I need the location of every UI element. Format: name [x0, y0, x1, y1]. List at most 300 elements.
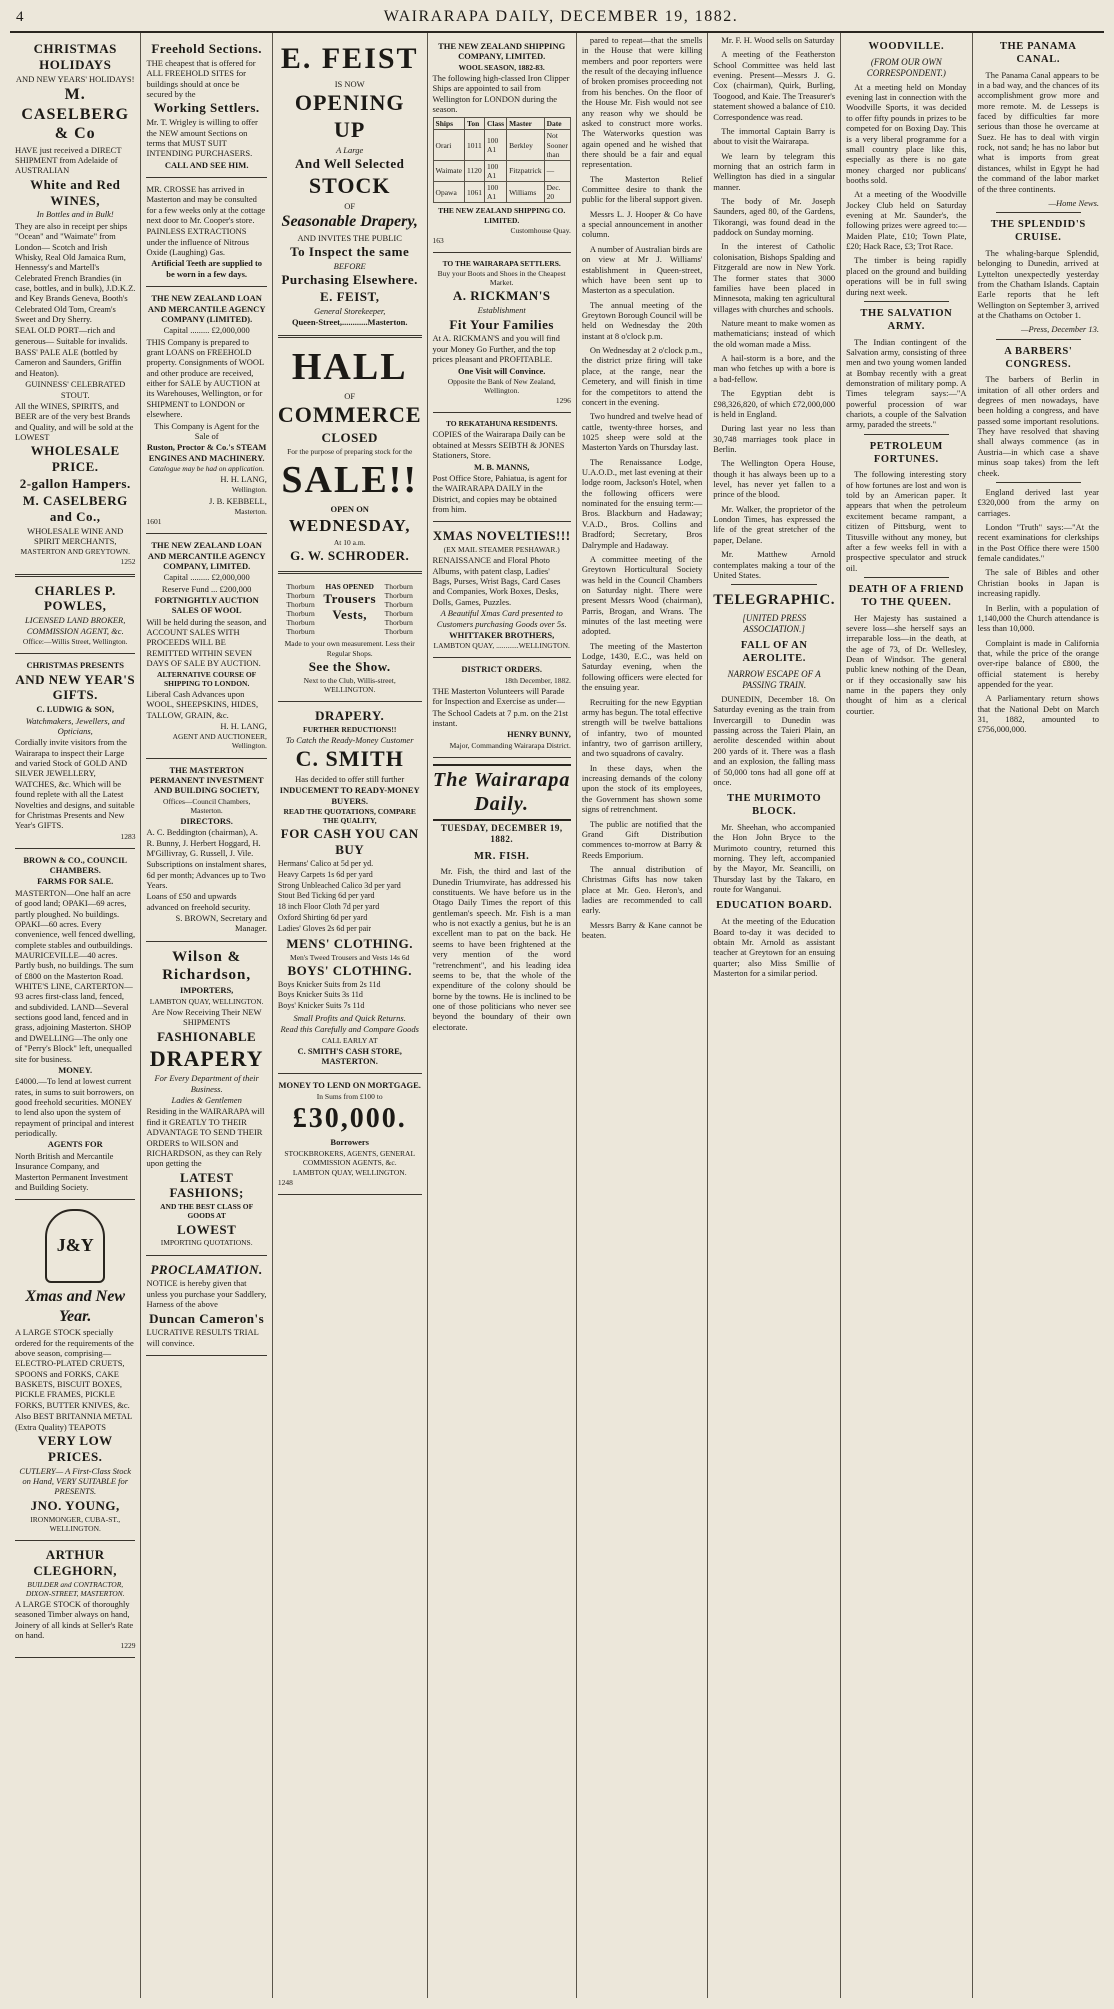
- feist-sig: E. FEIST,: [319, 288, 380, 304]
- newyear-text2: Also BEST BRITANNIA METAL (Extra Quality) TEAPOTS: [15, 1411, 132, 1432]
- ad-kekatahuna: [433, 413, 571, 522]
- news-paragraph: The timber is being rapidly placed on the ground and building operations will be in full swing during next week.: [846, 255, 967, 297]
- news-paragraph: In the interest of Catholic colonisation, Bishops Spalding and Fitzgerald are now in New York. The former states that 3000 families have been placed in Minnesota, making ten agricultural villages with churches and schools.: [713, 241, 836, 314]
- powles-sub: LICENSED LAND BROKER, COMMISSION AGENT, &c.: [25, 615, 126, 636]
- closed: CLOSED: [321, 430, 378, 446]
- ad-rickman: [433, 253, 571, 413]
- editorial-dateline: TUESDAY, DECEMBER 19, 1882.: [440, 822, 563, 844]
- directors-text: A. C. Beddington (chairman), A. R. Bunny, J. Herbert Hoggard, H. M'Gillivray, G. Russell, J. Vile.: [146, 827, 261, 858]
- news-paragraph: The whaling-barque Splendid, belonging to Dunedin, arrived at Lyttelton unexpectedly yesterday from the Chatham Islands. Captain Earle reports that he left Wellington on September 3, arrived at the Chathams on October 1.: [977, 247, 1099, 321]
- news-paragraph: A hail-storm is a bore, and the man who fetches up with a bore is a bad-fellow.: [713, 353, 836, 384]
- news-body: [582, 35, 702, 940]
- at-time: At 10 a.m.: [333, 537, 366, 547]
- news-paragraph: Recruiting for the new Egyptian army has begun. The total effective strength will be twelve battalions of infantry, two of mounted infantry, two of garrison artillery, and two squadrons of cavalry.: [581, 696, 703, 759]
- news-paragraph: The sale of Bibles and other Christian books in Japan is increasing rapidly.: [977, 567, 1099, 599]
- inspect: To Inspect the same: [290, 243, 410, 259]
- convince: One Visit will Convince.: [458, 365, 546, 376]
- thorburn-left: [278, 582, 324, 637]
- lang2: H. H. LANG,: [220, 720, 267, 731]
- shipment-alt: ALTERNATIVE COURSE OF SHIPPING TO LONDON.: [157, 669, 257, 688]
- of2: OF: [344, 390, 356, 401]
- murimoto-body: [713, 822, 835, 895]
- news-paragraph: Mr. F. H. Wood sells on Saturday: [721, 35, 835, 45]
- ad-number: 1252: [120, 557, 136, 567]
- thorburn-word: Thorburn: [286, 581, 315, 591]
- aerolite-heading: FALL OF AN AEROLITE.: [740, 640, 808, 665]
- petroleum-heading: PETROLEUM FORTUNES.: [869, 440, 943, 465]
- ad-number: 163: [432, 235, 444, 245]
- table-row: [433, 130, 570, 160]
- sig-bunny-role: Major, Commanding Wairarapa District.: [449, 740, 571, 750]
- district-text: The School Cadets at 7 p.m. on the 21st instant.: [432, 707, 569, 728]
- ad-number: 1248: [277, 1177, 293, 1187]
- woodville-heading: WOODVILLE.: [868, 41, 945, 52]
- news-paragraph: Mr. Sheehan, who accompanied the Hon John Bryce to the Murimoto country, returned this morning. They left, accompanied by the Mayor, Mr. Seancilli, on Thursday last by the Takaro, en route for Wanganui.: [713, 821, 836, 894]
- whittaker: WHITTAKER BROTHERS,: [449, 629, 555, 640]
- caselberg-place: MASTERTON AND GREYTOWN.: [20, 547, 130, 557]
- table-cell: Orari: [433, 130, 464, 160]
- thorburn-trousers: Trousers: [323, 590, 377, 606]
- stock: STOCK: [308, 172, 391, 198]
- wilson-place: LAMBTON QUAY, WELLINGTON.: [149, 996, 264, 1006]
- cash-item: Stout Bed Ticking 6d per yard: [277, 891, 375, 901]
- merchant-name: M. CASELBERG & Co: [21, 86, 130, 143]
- kebbell-role: Masterton.: [234, 506, 267, 516]
- news-paragraph: The Indian contingent of the Salvation army, consisting of three men and two young women landed at Bombay recently with a great demonstration of military pomp. A Times telegram says:—"A powerful procession of war chariots, a couple of the Salvation army, paraded the streets.": [846, 336, 967, 430]
- ad-dentist: [146, 178, 266, 287]
- table-cell: Berkley: [507, 130, 545, 160]
- thorburn-word: Thorburn: [384, 608, 413, 618]
- mens-text: Men's Tweed Trousers and Vests 14s 6d: [290, 952, 410, 962]
- fashionable: FASHIONABLE: [157, 1028, 257, 1044]
- liberal: Liberal Cash Advances upon WOOL, SHEEPSKINS, HIDES, TALLOW, GRAIN, &c.: [146, 688, 259, 720]
- sig-bunny: HENRY BUNNY,: [507, 729, 571, 740]
- spirits: All the WINES, SPIRITS, and BEER are of the very best Brands and Quality, and will be sold at the LOWEST: [15, 400, 134, 442]
- wilson-shipments: Are Now Receiving Their NEW SHIPMENTS: [151, 1006, 262, 1028]
- boys-item: Boys Knicker Suits from 2s 11d: [277, 979, 381, 989]
- news-paragraph: The Panama Canal appears to be in a bad way, and the chances of its accomplishment grow more and more remote. M. de Lesseps is faced by difficulties far more serious than those he overcame at Suez. He has to deal with virgin rock, not sand; he has no labor but what is imports from great distances, whilst in Egypt he had the command of the labor market of the three continents.: [977, 69, 1099, 194]
- thorburn-center: [323, 582, 376, 637]
- small-profits: Small Profits and Quick Returns.: [293, 1012, 406, 1023]
- money-lend: MONEY TO LEND ON MORTGAGE.: [278, 1080, 421, 1091]
- ad-nz-loan-1: [146, 287, 266, 534]
- thorburn-word: Thorburn: [286, 599, 315, 609]
- shipping-place: Customhouse Quay.: [510, 225, 571, 235]
- divider: [731, 584, 817, 585]
- large: A Large: [336, 144, 364, 155]
- cutlery: CUTLERY— A First-Class Stock on Hand, VERY SUITABLE for PRESENTS.: [19, 1465, 132, 1497]
- arthur-name: ARTHUR CLEGHORN,: [33, 1546, 118, 1578]
- wilson-sub: IMPORTERS,: [180, 985, 234, 996]
- lang-role: Wellington.: [231, 485, 267, 495]
- column-8: [973, 33, 1104, 1998]
- seasonable: Seasonable Drapery,: [281, 213, 418, 231]
- ad-thorburn: [278, 574, 422, 702]
- every-dept: For Every Department of their Business.: [154, 1073, 259, 1094]
- cash-store: C. SMITH'S CASH STORE, MASTERTON.: [297, 1045, 402, 1067]
- thorburn-word: Thorburn: [384, 599, 413, 609]
- rickman-address: Opposite the Bank of New Zealand, Wellington.: [447, 376, 556, 396]
- news-paragraph: A Parliamentary return shows that the National Debt on March 31, 1882, amounted to £756,000,000.: [977, 693, 1099, 735]
- ad-subtitle: AND NEW YEARS' HOLIDAYS!: [15, 73, 135, 84]
- shipping-text: The following high-classed Iron Clipper Ships are appointed to sail from Wellington for LONDON during the season.: [432, 72, 570, 114]
- death-body: [846, 613, 966, 717]
- table-cell: 1120: [465, 160, 485, 181]
- news-paragraph: The annual meeting of the Greytown Borough Council will be held on Wednesday the 20th instant at 8 o'clock p.m.: [581, 299, 703, 341]
- thorburn-word: Thorburn: [384, 581, 413, 591]
- farms-title: FARMS FOR SALE.: [37, 876, 114, 887]
- news-paragraph: Messrs Barry & Kane cannot be beaten.: [581, 919, 703, 941]
- news-paragraph: Complaint is made in California that, while the price of the orange over-ripe balance of £800, the official statement is hereby appended for the year.: [977, 637, 1099, 690]
- table-cell: 1011: [465, 130, 485, 160]
- permanent-office: Offices—Council Chambers, Masterton.: [162, 796, 251, 815]
- brown-title: BROWN & CO., COUNCIL CHAMBERS.: [23, 854, 128, 876]
- aerolite-body: [713, 694, 835, 787]
- ad-young-ironmonger: [15, 1200, 135, 1541]
- column-3: [273, 33, 428, 1998]
- column-5: [577, 33, 708, 1998]
- borrowers: Borrowers: [330, 1137, 369, 1148]
- table-row: [433, 160, 570, 181]
- lang2-role: AGENT AND AUCTIONEER, Wellington.: [172, 732, 267, 751]
- divider: [864, 301, 948, 302]
- table-cell: 100 A1: [485, 160, 507, 181]
- editorial-masthead: The Wairarapa Daily.: [433, 764, 571, 821]
- farms-text: MASTERTON—One half an acre of good land; OPAKI—69 acres, partly ploughed. No buildings. OPAKI—60 acres. Every convenience, well fenced dwelling, complete stables and outbuildings. MAURICEVILLE—40 acres. Partly bush, no buildings. The sum of £800 on the Masterton Road. WHITE'S LINE, CARTERTON—93 acres first-class land, fenced, and subdivided. LAND—Several sections good land, fenced and in grass, adjoining Masterton. SHOP and DWELLING—The only one of "Perry's Block" left, unequalled site for business.: [15, 887, 136, 1064]
- table-header: Ships: [433, 118, 464, 130]
- thorburn-right: [376, 582, 422, 637]
- ad-xmas-novelties: [433, 522, 571, 658]
- barbers-body: [978, 374, 1099, 478]
- nz-loan2-title: THE NEW ZEALAND LOAN AND MERCANTILE AGENCY COMPANY, LIMITED.: [147, 540, 266, 571]
- wrigley-text: Mr. T. Wrigley is willing to offer the NEW amount Sections on terms that MUST SUIT INTENDING PURCHASERS.: [146, 117, 258, 159]
- importing: IMPORTING QUOTATIONS.: [160, 1238, 253, 1248]
- news-paragraph: Her Majesty has sustained a severe loss—she herself says an irreparable loss—in the death, at the age of 73, of Dr. Wellesley, Dean of Windsor. The general public knew nothing of the Dean, or if they occasionally saw his name in the papers they only thought of him as a clerical courtier.: [846, 612, 967, 716]
- wednesday: WEDNESDAY,: [288, 515, 411, 535]
- money-title: MONEY.: [58, 1064, 93, 1075]
- news-paragraph: Mr. Walker, the proprietor of the London Times, has expressed the life of the great stretcher of the paper, Delane.: [713, 503, 836, 545]
- wines-text: They are also in receipt per ships "Ocean" and "Waimate" from London— Scotch and Irish Whisky, Real Old Jamaica Rum, Hennessy's and Martell's Celebrated French Brandies (in case, bottles, and in bulk), J.D.K.Z. and Key Brands Geneva, Booth's Celebrated Old Tom, Cream's Sweet and Dry Sherry.: [15, 220, 136, 325]
- reserve: Reserve Fund ... £200,000: [161, 583, 252, 594]
- manns-text: Post Office Store, Pahiatua, is agent for the WAIRARAPA DAILY in the District, and copies may be obtained from him.: [432, 472, 567, 514]
- call-early: CALL EARLY AT: [321, 1035, 378, 1045]
- table-cell: 100 A1: [485, 130, 507, 160]
- thorburn-word: Thorburn: [384, 627, 413, 637]
- thorburn-word: Thorburn: [286, 608, 315, 618]
- article-heading: MR. FISH.: [474, 850, 530, 862]
- thorburn-vests: Vests,: [332, 606, 368, 622]
- salvation-body: [846, 337, 966, 430]
- column-1: [10, 33, 141, 1998]
- ruston: Ruston, Proctor & Co.'s STEAM ENGINES AND MACHINERY.: [146, 442, 267, 463]
- thorburn-address: Next to the Club, Willis-street, WELLINGTON.: [303, 675, 396, 694]
- fortnightly: FORTNIGHTLY AUCTION SALES OF WOOL: [154, 595, 259, 616]
- newyear-text: A LARGE STOCK specially ordered for the requirements of the above season, comprising— ELECTRO-PLATED CRUETS, SPOONS and FORKS, CAKE BASKETS, BISCUIT BOXES, PICKLE FRAMES, PICKLE FORKS, BUTTER KNIVES, &c.: [15, 1327, 134, 1410]
- cash-item: Hermans' Calico at 5d per yd.: [277, 859, 374, 869]
- table-header: Ton: [465, 118, 485, 130]
- telegraphic-sub: [UNITED PRESS ASSOCIATION.]: [742, 612, 807, 634]
- commerce: COMMERCE: [277, 402, 422, 428]
- ad-hall-of-commerce: [278, 338, 422, 574]
- latest: LATEST FASHIONS;: [169, 1169, 244, 1201]
- woodville-subheading: (FROM OUR OWN CORRESPONDENT.): [866, 56, 946, 78]
- ad-csmith: [278, 702, 422, 1075]
- education-body: [713, 916, 835, 978]
- thorburn-word: Thorburn: [286, 618, 315, 628]
- novelties-text: RENAISSANCE and Floral Photo Albums, with patent clasp, Ladies' Bags, Purses, Wrist Bags, Card Cases and Companies, Work Boxes, Desks, Dolls, Games, Puzzles.: [432, 555, 561, 607]
- wholesale: WHOLESALE PRICE.: [30, 443, 120, 475]
- ludwig-trade: Watchmakers, Jewellers, and Opticians,: [25, 715, 125, 736]
- news-paragraph: The Egyptian debt is £98,326,820, of which £72,000,000 is held in England.: [713, 388, 836, 419]
- news-paragraph: A number of Australian birds are on view at Mr J. Williams' establishment in Queen-street, which have been sent up to Masterton as a speculation.: [581, 243, 703, 296]
- compare: READ THE QUOTATIONS, COMPARE THE QUALITY,: [283, 807, 416, 826]
- caselberg-footer2: WHOLESALE WINE AND SPIRIT MERCHANTS,: [27, 525, 124, 546]
- petroleum-body: [846, 469, 966, 573]
- divider: [996, 212, 1081, 213]
- shipping-title: THE NEW ZEALAND SHIPPING COMPANY, LIMITED.: [438, 41, 566, 62]
- news-paragraph: The annual distribution of Christmas Gifts has now taken place at Mr. Geo. Heron's, and ladies are recommended to call early.: [581, 863, 703, 916]
- panama-body: [978, 70, 1099, 209]
- divider: [864, 434, 948, 435]
- ludwig-name: C. LUDWIG & SON,: [36, 704, 115, 715]
- ship-table: [433, 117, 571, 203]
- ludwig-text: Cordially invite visitors from the Wairarapa to inspect their Large and varied Stock of GOLD AND SILVER JEWELLERY, WATCHES, &c. Which will be found replete with all the Latest Novelties and designs, and suitable for Christmas Presents and New Year's GIFTS.: [15, 737, 135, 831]
- novelties: XMAS NOVELTIES!!!: [432, 528, 571, 544]
- trademark-logo: J&Y: [45, 1209, 105, 1283]
- thorburn-opened: HAS OPENED: [325, 581, 374, 591]
- news-paragraph: In Berlin, with a population of 1,140,000 the Church attendance is less than 10,000.: [977, 602, 1099, 634]
- page-number: 4: [16, 9, 24, 25]
- ladies-text: Residing in the WAIRARAPA will find it GREATLY TO THEIR ADVANTAGE TO SEND THEIR ORDERS to WILSON and RICHARDSON, as they can Rely upon getting the: [146, 1106, 265, 1169]
- well-selected: And Well Selected: [295, 155, 405, 171]
- ad-brown-farms: [15, 849, 135, 1201]
- table-header-row: [433, 118, 570, 130]
- cash: FOR CASH YOU CAN BUY: [280, 826, 419, 858]
- wool-season: WOOL SEASON, 1882-83.: [458, 62, 545, 72]
- news-paragraph: Messrs L. J. Hooper & Co have a special announcement in another column.: [581, 208, 703, 240]
- panama-heading: THE PANAMA CANAL.: [999, 41, 1077, 65]
- proclamation: PROCLAMATION.: [150, 1261, 263, 1277]
- cash-item: Ladies' Gloves 2s 6d per pair: [277, 923, 372, 933]
- artificial: Artificial Teeth are supplied to be worn in a few days.: [151, 258, 263, 279]
- money-place: LAMBTON QUAY, WELLINGTON.: [292, 1167, 407, 1177]
- settlers-title: TO THE WAIRARAPA SETTLERS.: [442, 258, 561, 268]
- decided: Has decided to offer still further: [295, 774, 405, 784]
- invites: AND INVITES THE PUBLIC: [297, 232, 402, 243]
- copies: COPIES of the Wairarapa Daily can be obtained at Messrs SEIBTH & JONES Stationers, Store.: [432, 429, 566, 461]
- csmith: C. SMITH: [295, 746, 404, 772]
- feist-name: E. FEIST: [280, 42, 419, 75]
- article-body: [433, 866, 571, 1032]
- see-show: See the Show.: [308, 658, 391, 674]
- wines-sub: In Bottles and in Bulk!: [36, 209, 114, 220]
- news-paragraph: Mr. Matthew Arnold contemplates making a tour of the United States.: [713, 549, 836, 580]
- columns: [10, 33, 1104, 1998]
- district-date: 18th December, 1882.: [504, 675, 571, 685]
- splendid-heading: THE SPLENDID'S CRUISE.: [990, 219, 1086, 244]
- kebbell: J. B. KEBBELL,: [209, 495, 267, 506]
- lang: H. H. LANG,: [220, 474, 267, 485]
- cash-item: Heavy Carpets 1s 6d per yard: [277, 869, 373, 879]
- of: OF: [344, 200, 356, 211]
- lowest: LOWEST: [176, 1221, 237, 1237]
- drapery: DRAPERY: [149, 1045, 264, 1071]
- column-4: [428, 33, 577, 1998]
- fortunes: Fit Your Families: [449, 316, 554, 332]
- guinness: GUINNESS' CELEBRATED STOUT.: [25, 379, 126, 400]
- presents-title: CHRISTMAS PRESENTS: [26, 660, 124, 671]
- schroder: G. W. SCHRODER.: [290, 547, 410, 563]
- read-this: Read this Carefully and Compare Goods: [280, 1024, 419, 1035]
- news-paragraph: The Wellington Opera House, though it has always been up to a level, has never yet fallen to a prince of the blood.: [713, 458, 836, 500]
- boys-item: Boys Knicker Suits 3s 11d: [277, 990, 363, 1000]
- powles-office: Office:—Willis Street, Wellington.: [22, 637, 128, 647]
- news-paragraph: A committee meeting of the Greytown Horticultural Society was held in the Council Chambers on Saturday night. There were present Messrs Wood (chairman), Parris, Brogan, and Wrans. The minutes of the last meeting were adopted.: [581, 553, 703, 637]
- best-class: AND THE BEST CLASS OF GOODS AT: [160, 1202, 254, 1221]
- table-cell: Williams: [507, 182, 545, 203]
- fortunes-text: At A. RICKMAN'S and you will find your Money Go Further, and the top prices pleasant and PROFITABLE.: [432, 333, 560, 365]
- novelties-sub: (EX MAIL STEAMER PESHAWAR.): [443, 545, 560, 555]
- manns: M. B. MANNS,: [473, 461, 530, 472]
- catalogue: Catalogue may be had on application.: [149, 463, 265, 473]
- cash-item: 18 inch Floor Cloth 7d per yard: [277, 902, 380, 912]
- district: DISTRICT ORDERS.: [461, 664, 542, 675]
- ad-feist: [278, 35, 422, 338]
- directors: DIRECTORS.: [180, 815, 233, 826]
- shipping-sig: THE NEW ZEALAND SHIPPING CO. LIMITED.: [438, 206, 566, 225]
- kekatahuna: TO REKATAHUNA RESIDENTS.: [445, 419, 558, 429]
- thorburn-word: Thorburn: [286, 627, 315, 637]
- column-7: [841, 33, 972, 1998]
- news-paragraph: The body of Mr. Joseph Saunders, aged 80, of the Gardens, Tikorangi, was found dead in the paddock on Sunday morning.: [713, 196, 836, 238]
- news-paragraph: The public are notified that the Grand Gift Distribution commences to-morrow at Barry & Reeds Emporium.: [581, 818, 703, 860]
- mens: MENS' CLOTHING.: [286, 935, 414, 951]
- table-cell: 1061: [465, 182, 485, 203]
- ladies: Ladies & Gentlemen: [171, 1095, 242, 1106]
- salvation-heading: THE SALVATION ARMY.: [860, 307, 953, 332]
- thorburn-word: Thorburn: [384, 590, 413, 600]
- young-sub: IRONMONGER, CUBA-ST., WELLINGTON.: [30, 1514, 121, 1533]
- table-cell: Waimate: [433, 160, 464, 181]
- open-on: OPEN ON: [330, 504, 369, 515]
- mcrosse-text: MR. CROSSE has arrived in Masterton and may be consulted for a few weeks only at the cottage next door to Mr. Cooper's store.: [146, 183, 266, 226]
- newspaper-title-date: WAIRARAPA DAILY, DECEMBER 19, 1882.: [383, 8, 739, 25]
- wilson-title: Wilson & Richardson,: [162, 948, 252, 984]
- news-paragraph: At a meeting of the Woodville Jockey Club held on Saturday evening at Mr. Saunder's, the following prizes were agreed to:—Maiden Plate, £10; Town Plate, £20; Hack Race, £3; Trot Race.: [846, 189, 967, 252]
- table-cell: 100 A1: [485, 182, 507, 203]
- table-cell: Fitzpatrick: [507, 160, 545, 181]
- call-text: CALL AND SEE HIM.: [164, 159, 249, 170]
- cash-item: Strong Unbleached Calico 3d per yard: [277, 880, 401, 890]
- news-paragraph: In these days, when the increasing demands of the colony upon the stock of its employees, the Government has shown some signs of retrenchment.: [581, 762, 703, 815]
- ad-christmas-presents: [15, 654, 135, 849]
- hall: HALL: [291, 345, 408, 388]
- boys-items: [278, 980, 422, 1012]
- before: BEFORE: [333, 260, 366, 271]
- news-paragraph: At a meeting held on Monday evening last in connection with the Woodville Sports, it was decided to offer fifty pounds in prizes to be competed for on Boxing Day. This is a very liberal programme for a small country place like this, especially as there is no gate money charged nor publicans' booths sold.: [846, 81, 967, 185]
- reductions: FURTHER REDUCTIONS!!: [303, 724, 397, 734]
- ad-district-orders: [433, 658, 571, 757]
- ad-powles: [15, 577, 135, 655]
- barbers-heading: A BARBERS' CONGRESS.: [1004, 345, 1073, 370]
- queen-st: Queen-Street,............Masterton.: [291, 317, 408, 328]
- news-paragraph: Nature meant to make women as mathematicians; instead of which the old woman made a Miss.: [713, 317, 836, 349]
- news-paragraph: At the meeting of the Education Board to-day it was decided to obtain Mr. Arnold as assistant teacher at Greytown for an ensuing quarter; also Miss Smillie of Masterton for a similar period.: [713, 916, 836, 978]
- arthur-sub: BUILDER and CONTRACTOR, DIXON-STREET, MASTERTON.: [25, 1579, 125, 1598]
- wines-heading: White and Red WINES,: [30, 176, 121, 208]
- page-masthead: [10, 8, 1104, 33]
- trial: LUCRATIVE RESULTS TRIAL will convince.: [146, 1327, 259, 1348]
- agents-title: AGENTS FOR: [47, 1139, 103, 1150]
- column-6: [708, 33, 841, 1998]
- telegraphic-title: TELEGRAPHIC.: [713, 592, 836, 609]
- cash-item: Oxford Shirting 6d per yard: [277, 913, 368, 923]
- storekeeper: General Storekeeper,: [313, 305, 386, 316]
- cameron-text: NOTICE is hereby given that unless you purchase your Saddlery, Harness of the above: [146, 1278, 267, 1310]
- splendid-sig: —Press, December 13.: [1020, 324, 1099, 335]
- freehold-title: Freehold Sections.: [151, 41, 262, 56]
- nz-loan-text: THIS Company is prepared to grant LOANS on FREEHOLD property. Consignments of WOOL and other produce are received, either for SALE by AUCTION at its Warehouses, Wellington, or for SHIPMENT to LONDON or elsewhere.: [146, 336, 264, 420]
- panama-sig: —Home News.: [1048, 197, 1099, 208]
- ad-proclamation: [146, 1256, 266, 1357]
- loans: Loans of £50 and upwards advanced on freehold security.: [146, 891, 251, 912]
- news-paragraph: DUNEDIN, December 18. On Saturday evening as the train from Invercargill to Dunedin was passing across the Taieri Plain, an aerolite descended within about 200 yards of it. There was a flash and an explosion, the falling mass of 50,000 tons had all gone off at once.: [713, 694, 836, 787]
- thorburn-word: Thorburn: [286, 590, 315, 600]
- article-paragraph: Mr. Fish, the third and last of the Dunedin Triumvirate, has addressed his constituents. We have before us in the Otago Daily Times the report of this gentleman's speech. Mr. Fish is a man who is not exactly a genius, but he is an excellent man to pat on the back. He seems to have been frightened at the very mention of the word "retrenchment", and his leading idea seems to be, that the whole of the expenditure of the colony should be borne by the towns. He is inclined to be one of those politicians who never see beyond the boundary of their own electorate.: [432, 866, 571, 1032]
- hampers: 2-gallon Hampers.: [19, 476, 131, 492]
- ad-cleghorn: [15, 1541, 135, 1659]
- presents-sub: AND NEW YEAR'S GIFTS.: [15, 671, 136, 703]
- subscriptions: Subscriptions on instalment shares, 6d per month; Advances up to Two Years.: [146, 859, 267, 891]
- education-heading: EDUCATION BOARD.: [716, 900, 833, 912]
- caselberg-footer: M. CASELBERG and Co.,: [22, 492, 128, 524]
- news-paragraph: On Wednesday at 2 o'clock p.m., the district prize firing will take place, at the range, near the Cemetery, and will finish in time for the competitors to attend the concert in the evening.: [581, 345, 703, 407]
- news-paragraph: London "Truth" says:—"At the recent examinations for clerkships in the Post Office there were 1500 female candidates.": [977, 522, 1099, 564]
- divider: [996, 339, 1081, 340]
- news-paragraph: The barbers of Berlin in imitation of all other orders and degrees of men nowadays, have been holding a congress, and have passed some important resolutions. They have resolved that shaving shall always commence (as in Austria—in which case a shave minus soap takes) from the left cheek.: [977, 374, 1099, 478]
- bass-ale: BASS' PALE ALE (bottled by Cameron and Saunders, Griffin and Heaton).: [15, 347, 122, 378]
- thorburn-grid: [278, 582, 422, 637]
- rickman: A. RICKMAN'S: [452, 288, 551, 304]
- seal-port: SEAL OLD PORT—rich and generous— Suitable for invalids.: [15, 325, 128, 346]
- table-cell: Not Sooner than: [544, 130, 570, 160]
- powles-name: CHARLES P. POWLES,: [34, 582, 116, 614]
- nz-loan-title: THE NEW ZEALAND LOAN AND MERCANTILE AGENCY COMPANY (LIMITED).: [147, 293, 266, 324]
- news-paragraph: The meeting of the Masterton Lodge, 1430, E.C., was held on Saturday evening, when the following officers were elected for the ensuing year.: [581, 640, 703, 693]
- cash-items: [278, 859, 422, 935]
- murimoto-heading: THE MURIMOTO BLOCK.: [727, 793, 822, 818]
- news-paragraph: Two hundred and twelve head of cattle, twenty-three horses, and 1025 sheep were sold at the Masterton Yards on Thursday last.: [581, 411, 703, 453]
- column-2: [141, 33, 272, 1998]
- whittaker-place: LAMBTON QUAY, ............WELLINGTON.: [433, 641, 570, 651]
- closed-text: For the purpose of preparing stock for the: [287, 446, 413, 456]
- news-paragraph: The Masterton Relief Committee desire to thank the public for the liberal support given.: [581, 173, 703, 205]
- cameron: Duncan Cameron's: [149, 1310, 265, 1326]
- news-paragraph: We learn by telegram this morning that an ostrich farm in Wellington has died in a singular manner.: [713, 150, 836, 192]
- newyear-title: Xmas and New Year.: [25, 1288, 125, 1325]
- ad-freehold-sections: [146, 35, 266, 178]
- ad-wilson-richardson: [146, 942, 266, 1256]
- news-paragraph: During last year no less than 30,748 marriages took place in Berlin.: [713, 423, 836, 454]
- opening: OPENING UP: [294, 89, 405, 142]
- divider: [996, 482, 1081, 483]
- table-cell: Dec. 20: [544, 182, 570, 203]
- painless: PAINLESS EXTRACTIONS under the influence of Nitrous Oxide (Laughing) Gas.: [146, 226, 249, 258]
- table-header: Class: [485, 118, 507, 130]
- ad-number: 1601: [146, 517, 162, 527]
- ready-money: To Catch the Ready-Money Customer: [285, 734, 414, 745]
- agent-for: This Company is Agent for the Sale of: [154, 420, 260, 441]
